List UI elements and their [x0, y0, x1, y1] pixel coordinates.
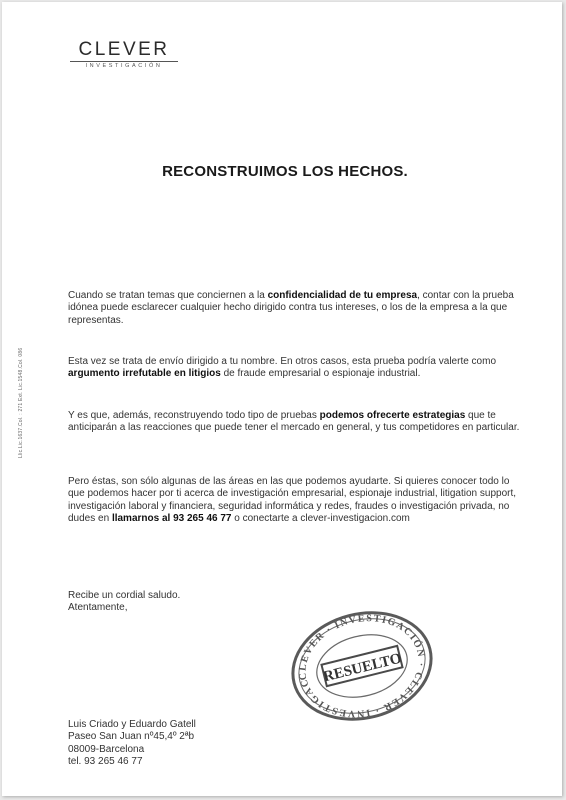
paragraph-text: Esta vez se trata de envío dirigido a tu nombre. En otros casos, esta prueba podría valerte como [68, 356, 497, 367]
paragraph-confidentiality [68, 290, 528, 327]
paragraph-strategies [68, 410, 528, 435]
signature-name: Luis Criado y Eduardo Gatell [68, 719, 196, 730]
stamp-ring-text: CLEVER · INVESTIGACIÓN · CLEVER · INVESTIGACIÓN [297, 613, 427, 719]
stamp-center-text: RESUELTO [321, 650, 404, 686]
paragraph-text: Cuando se tratan temas que conciernen a la [68, 290, 268, 301]
paragraph-text: , contar con la prueba idónea puede esclarecer cualquier hecho dirigido contra tus intereses, o los de la empresa a la que representas. [68, 290, 514, 326]
paragraph-emphasis: podemos ofrecerte estrategias [319, 410, 466, 421]
paragraph-emphasis: llamarnos al 93 265 46 77 [111, 513, 232, 525]
paragraph-text: Y es que, además, reconstruyendo todo tipo de pruebas [68, 410, 320, 421]
signature-phone: tel. 93 265 46 77 [68, 756, 143, 768]
letter-page [2, 2, 562, 796]
paragraph-text: Pero éstas, son sólo algunas de las áreas en las que podemos ayudarte. Si quieres conocer todo lo que podemos hacer por ti acerca de investigación empresarial, espionaje industrial, litigation support, investigación laboral y financiera, seguridad informática y redes, fraudes o investigación privada, no dudes en [68, 476, 517, 525]
logo-name: CLEVER [78, 39, 170, 60]
page-title: RECONSTRUIMOS LOS HECHOS. [162, 163, 408, 180]
resuelto-stamp [287, 610, 437, 722]
paragraph-text: o conectarte a clever-investigacion.com [231, 513, 410, 525]
paragraph-services [68, 476, 528, 526]
closing-greeting: Recibe un cordial saludo. [68, 590, 181, 601]
closing-block [68, 590, 180, 615]
clever-logo [70, 40, 178, 70]
paragraph-text: que te anticiparán a las reacciones que puede tener el mercado en general, y tus competidores en particular. [68, 410, 520, 434]
paragraph-argument [68, 356, 528, 381]
signature-block [68, 719, 196, 769]
license-side-note: Llic.Lic.1637.Col. : 271 Ext. Lic.1548.Col. 086 [18, 347, 24, 458]
closing-signoff: Atentamente, [68, 602, 128, 614]
paragraph-emphasis: argumento irrefutable en litigios [68, 368, 221, 380]
logo-subtitle: INVESTIGACIÓN [85, 63, 163, 69]
logo-divider [70, 61, 178, 62]
signature-city: 08009-Barcelona [68, 743, 145, 755]
paragraph-emphasis: confidencialidad de tu empresa [267, 290, 418, 301]
signature-address: Paseo San Juan nº45,4º 2ªb [68, 731, 195, 743]
paragraph-text: de fraude empresarial o espionaje industrial. [220, 368, 421, 380]
